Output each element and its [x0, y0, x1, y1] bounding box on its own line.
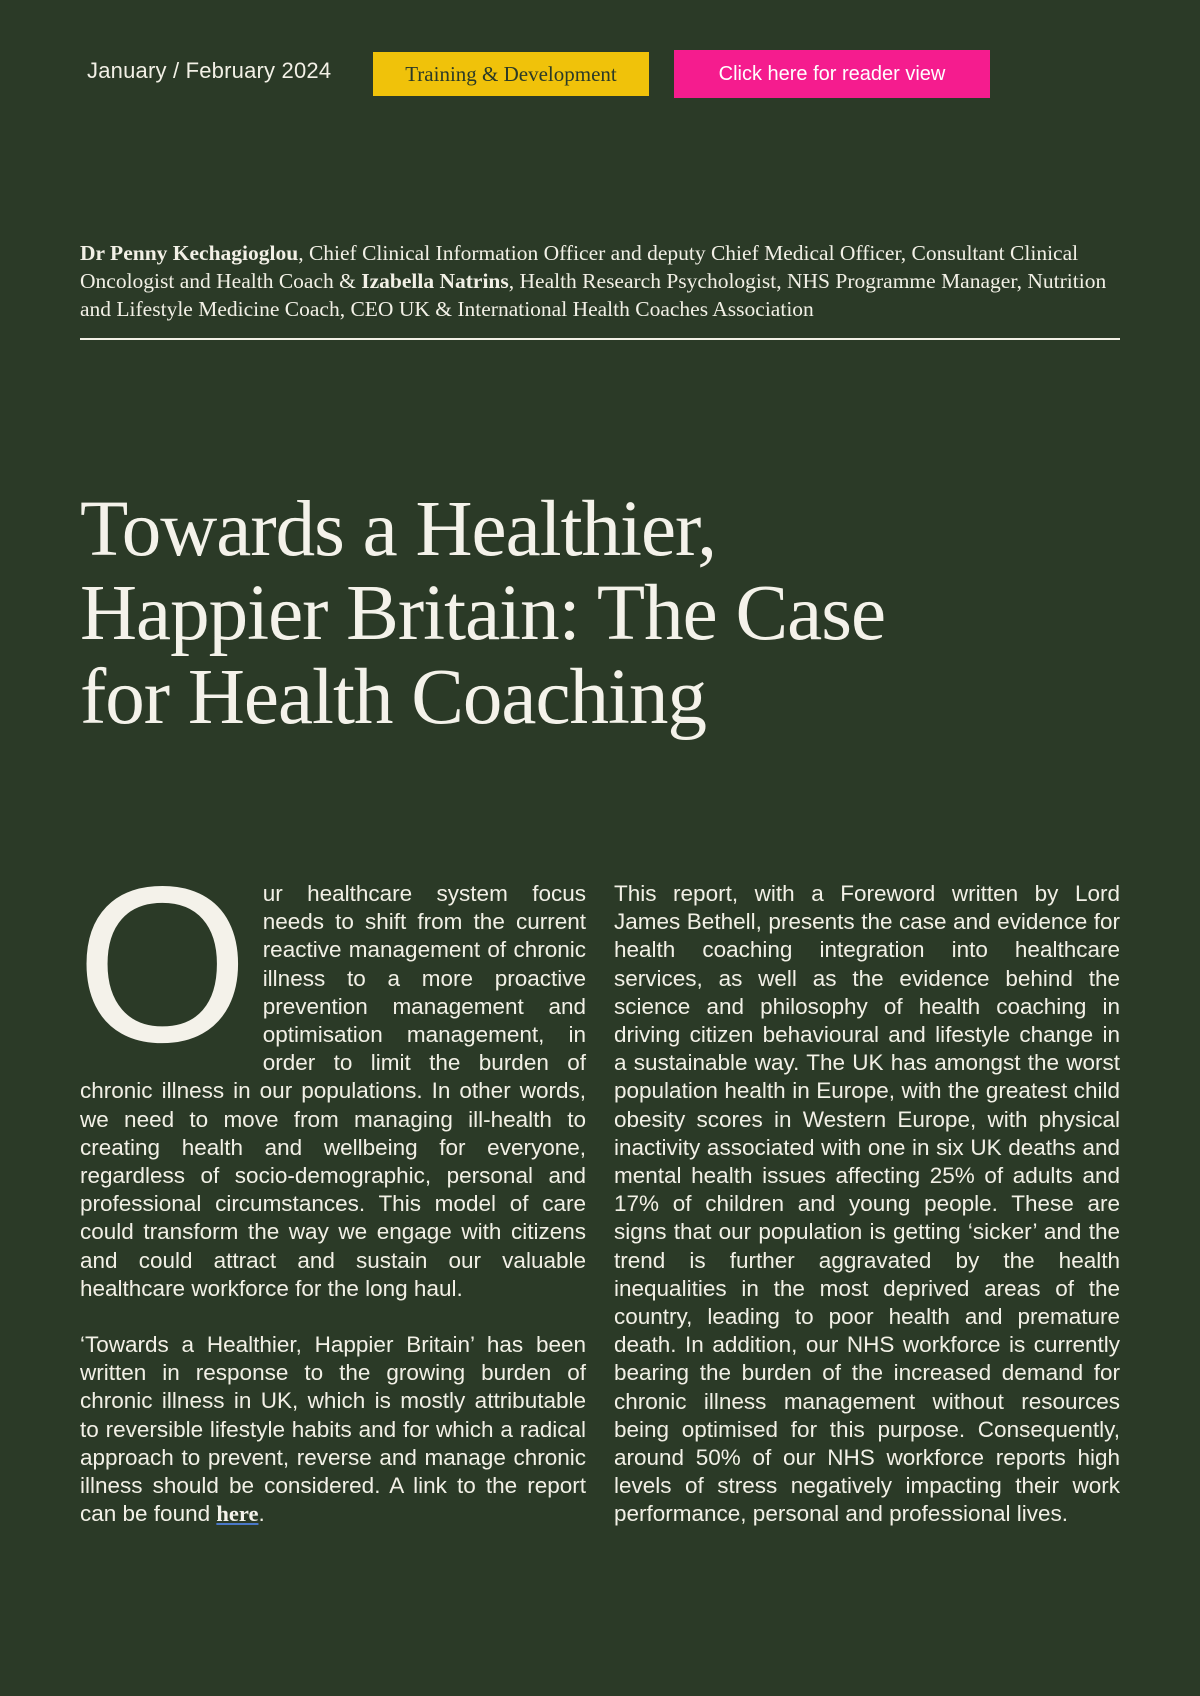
paragraph	[76, 841, 586, 1303]
author-name: Dr Penny Kechagioglou	[80, 241, 299, 265]
paragraph	[80, 1331, 586, 1528]
issue-date: January / February 2024	[87, 58, 332, 83]
divider	[80, 338, 1120, 340]
author-role: , Health Research Psychologist, NHS Programme Manager, Nutrition and Lifestyle Medicine Coach, CEO UK & International Health Coaches Association	[80, 269, 1107, 321]
paragraph-text: ‘Towards a Healthier, Happier Britain’ has been written in response to the growing burden of chronic illness in UK, which is mostly attributable to reversible lifestyle habits and for which a radical approach to prevent, reverse and manage chronic illness should be considered. A link to the report can be found	[80, 1332, 586, 1527]
top-bar	[0, 50, 1200, 98]
paragraph-text: .	[258, 1501, 265, 1527]
title-line: for Health Coaching	[80, 654, 706, 741]
author-name: Izabella Natrins	[361, 269, 509, 293]
title-line: Towards a Healthier,	[80, 486, 716, 573]
article-column-right	[614, 880, 1120, 1557]
byline	[80, 239, 1120, 323]
reader-view-button[interactable]: Click here for reader view	[674, 50, 990, 98]
title-line: Happier Britain: The Case	[80, 570, 886, 657]
author-role: , Chief Clinical Information Officer and deputy Chief Medical Officer, Consultant Clinical Oncologist and Health Coach &	[80, 241, 1079, 293]
paragraph-text: ur healthcare system focus needs to shift from the current reactive management of chronic illness to a more proactive prevention management and optimisation management, in order to limit the burden of chronic illness in our populations. In other words, we need to move from managing ill-health to creating health and wellbeing for everyone, regardless of socio-demographic, personal and professional circumstances. This model of care could transform the way we engage with citizens and could attract and sustain our valuable healthcare workforce for the long haul.	[80, 881, 586, 1301]
article-column-left	[76, 841, 586, 1556]
paragraph: This report, with a Foreword written by Lord James Bethell, presents the case and evidence for health coaching integration into healthcare services, as well as the evidence behind the science and philosophy of health coaching in driving citizen behavioural and lifestyle change in a sustainable way. The UK has amongst the worst population health in Europe, with the greatest child obesity scores in Western Europe, with physical inactivity associated with one in six UK deaths and mental health issues affecting 25% of adults and 17% of children and young people. These are signs that our population is getting ‘sicker’ and the trend is further aggravated by the health inequalities in the most deprived areas of the country, leading to poor health and premature death. In addition, our NHS workforce is currently bearing the burden of the increased demand for chronic illness management without resources being optimised for this purpose. Consequently, around 50% of our NHS workforce reports high levels of stress negatively impacting their work performance, personal and professional lives.	[614, 881, 1120, 1527]
report-link[interactable]: here	[216, 1501, 259, 1527]
drop-cap: O	[76, 841, 249, 1089]
category-tag[interactable]: Training & Development	[373, 52, 649, 96]
article-title	[80, 488, 1080, 740]
